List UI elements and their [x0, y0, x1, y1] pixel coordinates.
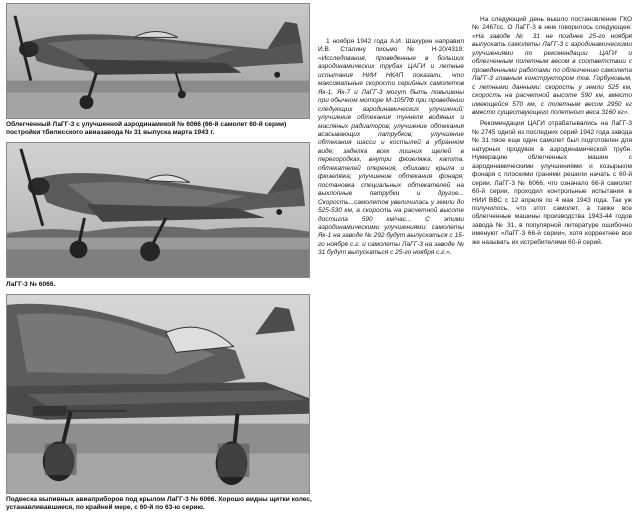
photo-lagg3-6066-side-image	[7, 143, 309, 277]
text-column-middle	[318, 38, 464, 258]
photo2-caption: ЛаГГ-3 № 6066.	[6, 281, 56, 288]
paragraph-quote: «На заводе № 31 не позднее 25-го ноября выпускать самолеты ЛаГГ-3 с аэродинамическими улучшениями по рекомендации ЦАГИ и облегченным полетным весом в соответствии с проведенными работами по облегчению самолета ЛаГГ-3 главным конструктором тов. Горбуновым, с летными данными: скорость у земли 525 км, скорость на расчетной высоте 590 км, вместо имеющейся 570 км, с полетным весом 2950 кг вместо существующего полетного веса 3160 кг».	[472, 32, 632, 116]
paragraph-gko-decree	[472, 16, 632, 117]
text-column-right	[472, 16, 632, 247]
photo-lagg3-instrument-pod-image	[7, 295, 309, 493]
paragraph-intro: На следующий день вышло постановление ГКО № 2467сс. О ЛаГГ-3 в нем говорилось следующее:	[472, 16, 632, 32]
photo-lagg3-takeoff-image	[7, 4, 309, 118]
photo1-caption: Облегченный ЛаГГ-3 с улучшенной аэродинамикой № 6066 (66-й самолет 60-й серии) постройки тбилисского авиазавода № 31 выпуска марта 1943 г.	[6, 121, 287, 137]
photo-lagg3-takeoff	[6, 3, 310, 119]
paragraph-tsagi-recommendations: Рекомендации ЦАГИ отрабатывались на ЛаГГ-3 № 2745 одной из последних серий 1942 года завода № 31 пяое еще один самолет был подготовлен для натурных продувок в аэродинамической трубе. Нумерацию облегченных машин с аэродинамическими улучшениями и козырьком фонаря с плоскими гранями решили начать с 60-й серии. ЛаГГ-3 № 6066, что означало 66-й самолет 60-й серии, проходил контрольные испытания в НИИ ВВС с 12 апреля по 4 мая 1943 года. Так уж получилось, что этот самолет, а также все облегченные машины производства 1943-44 годов завода № 31, в популярной литературе ошибочно именуют «ЛаГГ-3 66-й серии», хотя корректнее все же называть их истребителями 60-й серий.	[472, 120, 632, 246]
paragraph-intro: 1 ноября 1942 года А.И. Шахурин направил И.В. Сталину письмо № Н-20/4319:	[318, 38, 464, 54]
photo-lagg3-6066-side	[6, 142, 310, 278]
photo-lagg3-instrument-pod	[6, 294, 310, 494]
paragraph-quote: «Исследования, проведенные в больших аэродинамических трубах ЦАГИ и летные испытания НИИ НКАП показали, что максимальные скорости серийных самолетов Як-1, Як-7 и ЛаГГ-3 могут быть повышены при обычном моторе М-105ПФ при проведении следующих аэродинамических улучшений: улучшение обтекания туннеля водяных и масляных радиаторов; улучшение обтекания всасывающих патрубков; улучшение обтекания шасси и костылей в убранном виде; заделка всех лишних щелей в перегородках, внутри фюзеляжа, капота, обтекателей оперения, обшивки крыла и фюзеляжа; улучшение обтекания фонаря; постановка специальных обтекателей на выхлопные патрубки и другие... Скорость...самолетов увеличилась у земли до 525-530 км, а скорость на расчетной высоте достигла 590 км/час... С этими аэродинамическими улучшениями: самолеты Як-1 на заводе № 292 будут выпускаться с 15-го ноября с.г. и самолеты ЛаГГ-3 на заводе № 31 будут выпускаться с 25-го ноября с.г.».	[318, 54, 464, 257]
paragraph-shakhurin-letter	[318, 38, 464, 258]
photo3-caption: Подвеска выпивных авиаприборов под крылом ЛаГГ-3 № 6066. Хорошо видны щитки колес, устанавливавшиеся, по крайней мере, с 60-й по 63-ю серию.	[6, 496, 312, 512]
